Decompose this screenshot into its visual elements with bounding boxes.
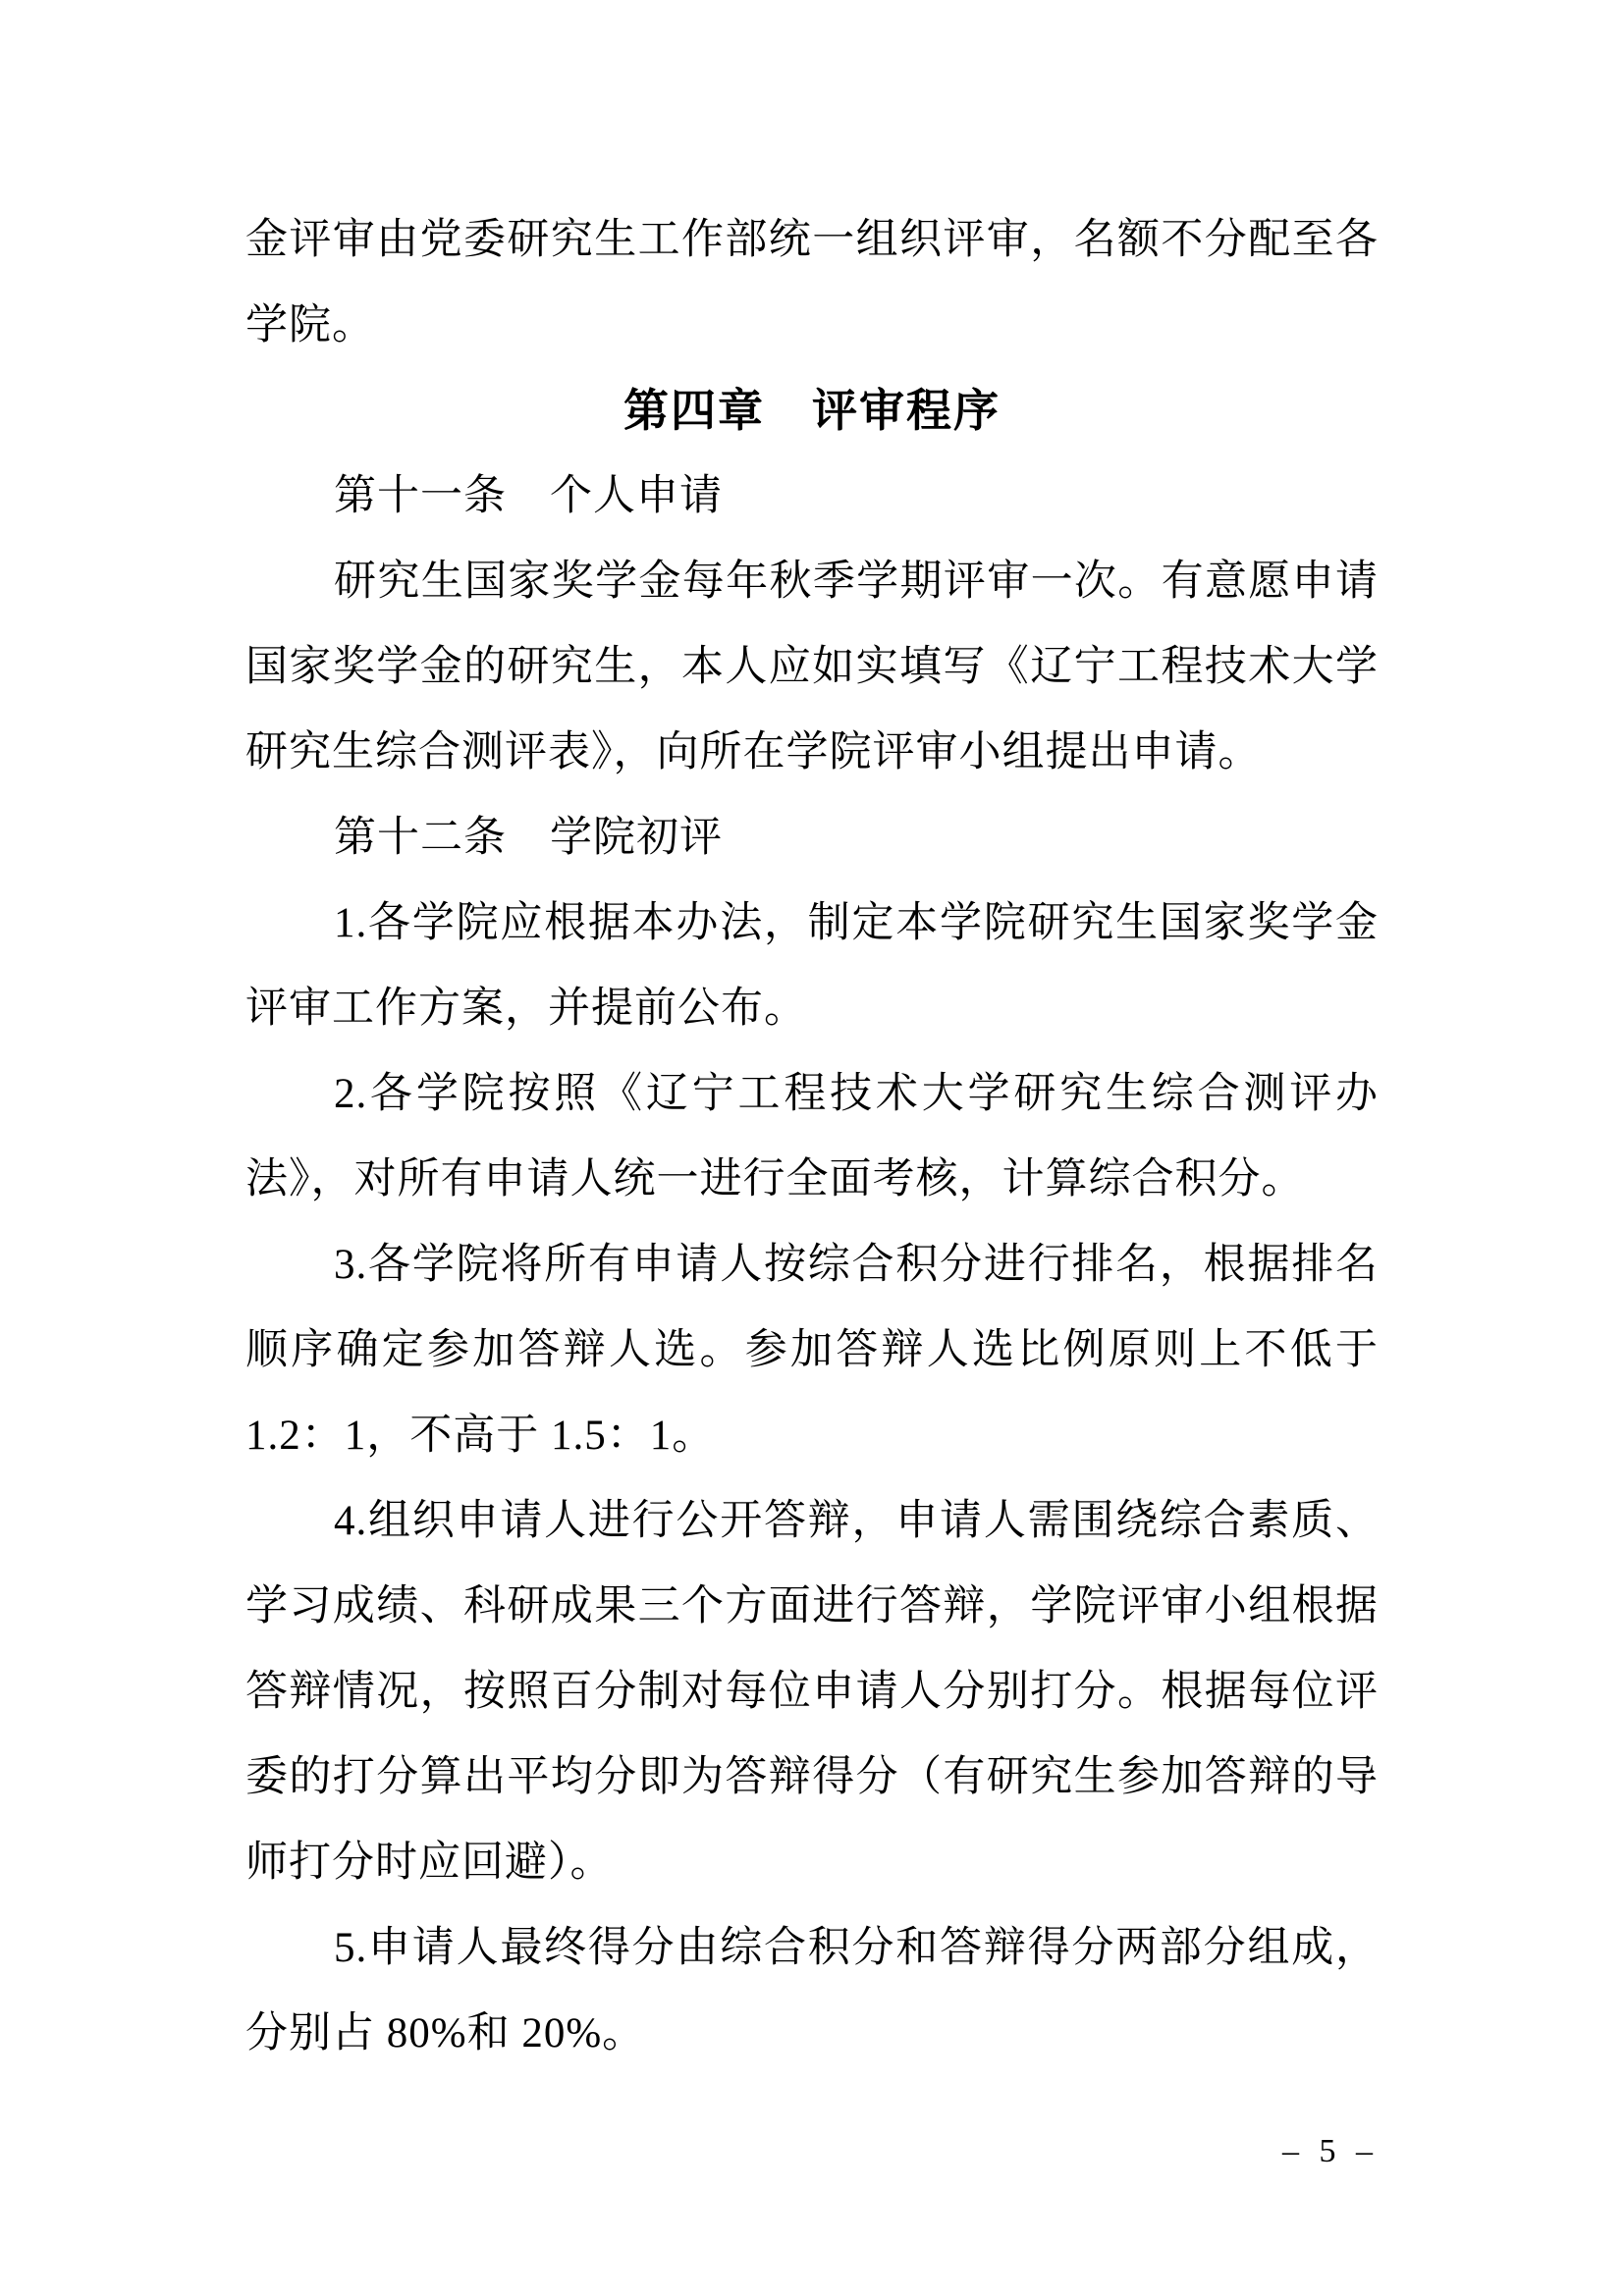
text-line: 学习成绩、科研成果三个方面进行答辩，学院评审小组根据 xyxy=(245,1583,1379,1629)
text-line: 分别占 80%和 20%。 xyxy=(245,2010,646,2056)
text-line: 委的打分算出平均分即为答辩得分（有研究生参加答辩的导 xyxy=(245,1754,1379,1800)
text-line: 国家奖学金的研究生，本人应如实填写《辽宁工程技术大学 xyxy=(245,644,1379,690)
text-line: 5.申请人最终得分由综合积分和答辩得分两部分组成， xyxy=(334,1925,1379,1971)
document-body xyxy=(245,197,1379,2076)
text-line: 评审工作方案，并提前公布。 xyxy=(245,986,807,1032)
text-line: 研究生国家奖学金每年秋季学期评审一次。有意愿申请 xyxy=(334,559,1379,605)
text-line: 4.组织申请人进行公开答辩，申请人需围绕综合素质、 xyxy=(334,1498,1379,1544)
text-line: 1.2：1，不高于 1.5：1。 xyxy=(245,1413,716,1459)
text-line: 学院。 xyxy=(245,302,375,348)
text-line: 金评审由党委研究生工作部统一组织评审，名额不分配至各 xyxy=(245,217,1379,263)
text-line: 答辩情况，按照百分制对每位申请人分别打分。根据每位评 xyxy=(245,1669,1379,1715)
text-line: 1.各学院应根据本办法，制定本学院研究生国家奖学金 xyxy=(334,900,1379,946)
text-line: 师打分时应回避）。 xyxy=(245,1840,614,1886)
text-line: 研究生综合测评表》，向所在学院评审小组提出申请。 xyxy=(245,729,1262,775)
article-title-line: 第十二条 学院初评 xyxy=(334,815,723,861)
text-line: 法》，对所有申请人统一进行全面考核，计算综合积分。 xyxy=(245,1156,1305,1202)
text-line: 3.各学院将所有申请人按综合积分进行排名，根据排名 xyxy=(334,1242,1379,1288)
text-line: 顺序确定参加答辩人选。参加答辩人选比例原则上不低于 xyxy=(245,1327,1379,1373)
article-title-line: 第十一条 个人申请 xyxy=(334,473,723,519)
text-line: 2.各学院按照《辽宁工程技术大学研究生综合测评办 xyxy=(334,1071,1379,1117)
chapter-heading: 第四章 评审程序 xyxy=(623,385,1001,436)
page-number: – 5 – xyxy=(1282,2133,1379,2169)
